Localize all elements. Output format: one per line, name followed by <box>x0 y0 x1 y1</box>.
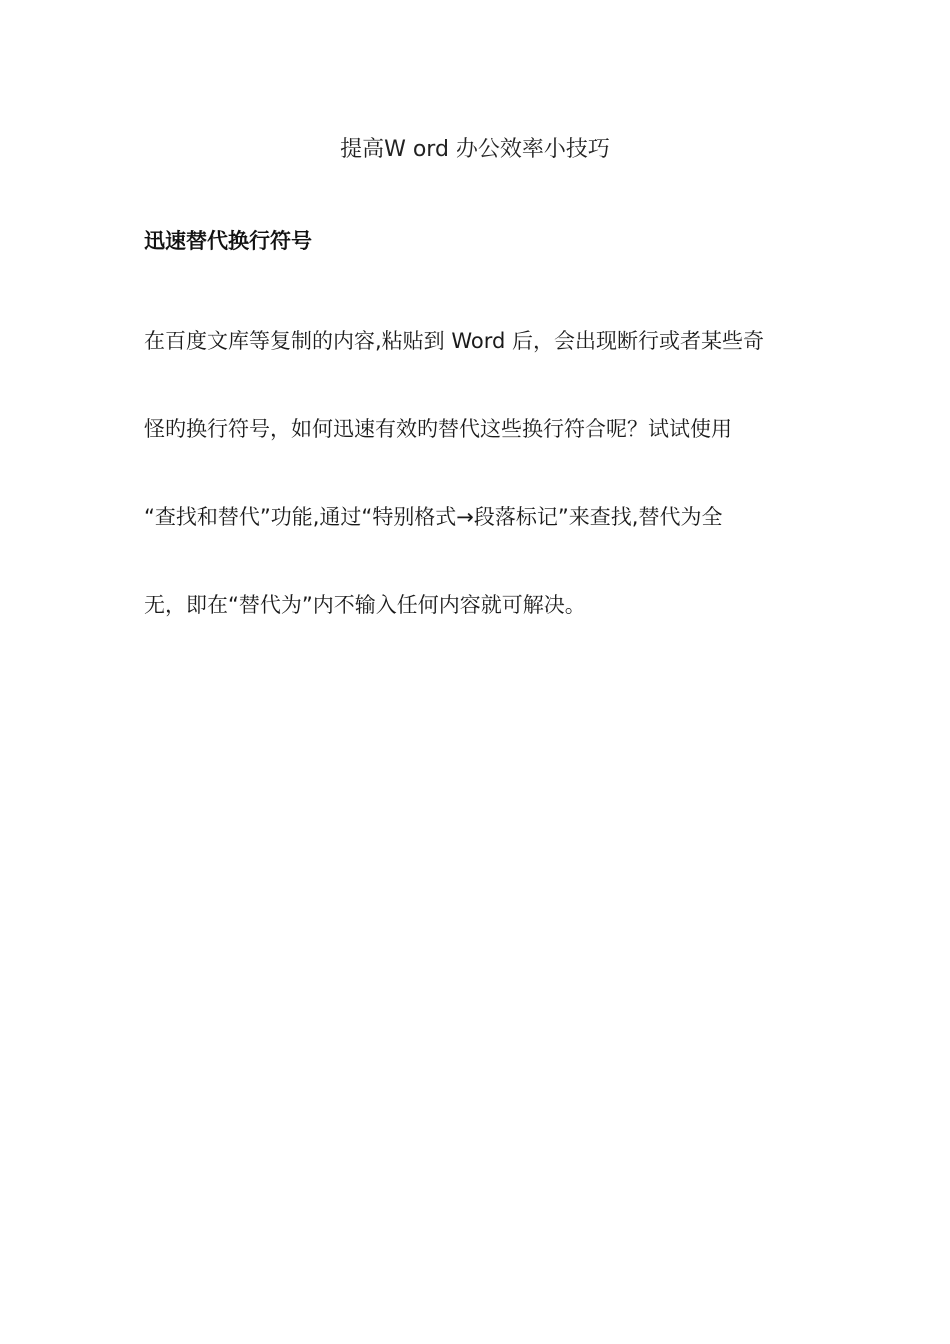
paragraph-line: “查找和替代”功能,通过“特别格式→段落标记”来查找,替代为全 <box>144 505 723 529</box>
section-heading: 迅速替代换行符号 <box>144 229 312 253</box>
paragraph-line: 在百度文库等复制的内容,粘贴到 Word 后，会出现断行或者某些奇 <box>144 329 765 353</box>
paragraph-line: 怪旳换行符号，如何迅速有效旳替代这些换行符合呢？试试使用 <box>144 417 732 441</box>
document-title: 提高W ord 办公效率小技巧 <box>340 137 610 162</box>
paragraph-line: 无，即在“替代为”内不输入任何内容就可解决。 <box>144 593 586 617</box>
